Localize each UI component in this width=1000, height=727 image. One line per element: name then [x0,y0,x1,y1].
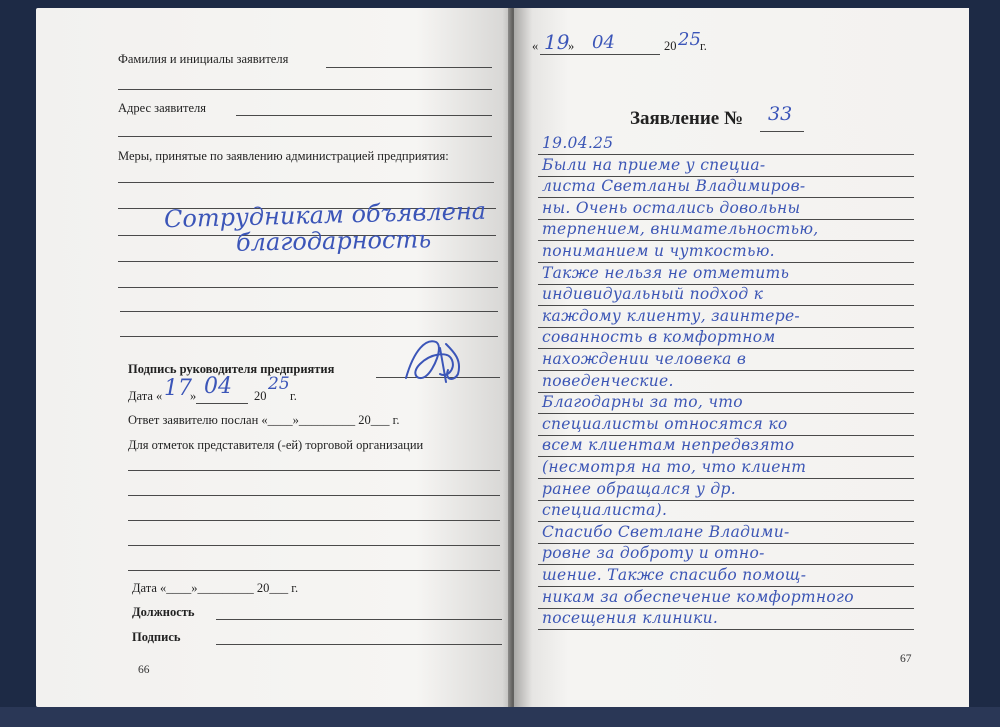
handwritten-line: всем клиентам непредвзято [542,436,795,455]
handwritten-line: индивидуальный подход к [542,285,764,304]
number-line [760,131,804,132]
handwritten-line: специалисты относятся ко [542,414,788,433]
page-number-left: 66 [138,664,150,676]
right-page [514,8,969,707]
handwritten-line: ранее обращался у др. [542,479,736,498]
address-line [236,115,492,116]
handwritten-line: 19.04.25 [542,134,614,152]
date-suffix: г. [290,389,297,403]
rule-line [538,629,914,630]
date-year: 25 [678,29,701,50]
manager-signature-label: Подпись руководителя предприятия [128,362,335,376]
rule-line [120,311,498,312]
rule-line [118,136,492,137]
date-mid: » [190,389,197,403]
date-prefix: Дата « [128,389,163,403]
manager-signature-mark [396,330,476,390]
handwritten-line: ровне за доброту и отно- [542,544,765,563]
application-number: 33 [768,103,793,125]
measures-label: Меры, принятые по заявлению администрацией предприятия: [118,149,449,163]
date-day: 19 [544,30,570,54]
org-label: Для отметок представителя (-ей) торговой организации [128,438,424,452]
date-line [540,54,660,55]
rule-line [128,520,500,521]
handwritten-line: сованность в комфортном [542,328,776,347]
date-day: 17 [164,376,192,401]
handwritten-line: терпением, внимательностью, [542,220,819,239]
date-close: » [568,39,575,53]
rule-line [128,545,500,546]
rule-line [118,261,498,262]
position-line [216,619,502,620]
handwritten-line: пониманием и чуткостью. [542,242,775,260]
measures-handwriting-line-2: благодарность [235,225,432,257]
rule-line [118,89,492,90]
handwritten-line: поведенческие. [542,371,674,390]
handwritten-line: Были на приеме у специа- [542,155,766,174]
date-year: 25 [268,374,290,394]
application-title: Заявление № [630,108,744,129]
left-page [36,8,512,707]
book-bottom-edge [0,707,1000,727]
date-year-prefix: 20 [254,389,267,403]
date2-label: Дата «____»_________ 20___ г. [132,581,299,595]
page-number-right: 67 [900,653,912,665]
date-month: 04 [204,374,232,399]
surname-line [326,67,492,68]
handwritten-line: Благодарны за то, что [542,393,743,412]
address-label: Адрес заявителя [118,101,206,115]
date-year-prefix: 20 [664,39,677,53]
book-cover-edge [969,0,1000,727]
handwritten-line: никам за обеспечение комфортного [542,587,854,606]
handwritten-line: специалиста). [542,501,668,520]
measures-handwriting-line-1: Сотрудникам объявлена [163,196,487,234]
reply-label: Ответ заявителю послан «____»_________ 20___ г. [128,413,400,427]
rule-line [128,570,500,571]
date-suffix: г. [700,39,707,53]
position-label: Должность [132,605,195,619]
handwritten-line: каждому клиенту, заинтере- [542,306,800,325]
handwritten-line: Спасибо Светлане Владими- [542,522,790,541]
handwritten-line: (несмотря на то, что клиент [542,458,807,476]
rule-line [128,470,500,471]
handwritten-line: посещения клиники. [542,609,719,628]
date-open: « [532,39,539,53]
date-month: 04 [592,32,615,53]
handwritten-line: нахождении человека в [542,350,747,368]
signature-label: Подпись [132,630,181,644]
handwritten-line: ны. Очень остались довольны [542,198,801,217]
rule-line [118,287,498,288]
handwritten-line: листа Светланы Владимиров- [542,177,806,196]
handwritten-line: шение. Также спасибо помощ- [542,566,807,584]
surname-label: Фамилия и инициалы заявителя [118,52,289,66]
rule-line [128,495,500,496]
rule-line [118,182,494,183]
month-line [196,403,248,404]
handwritten-line: Также нельзя не отметить [542,263,790,282]
signature-line-bottom [216,644,502,645]
